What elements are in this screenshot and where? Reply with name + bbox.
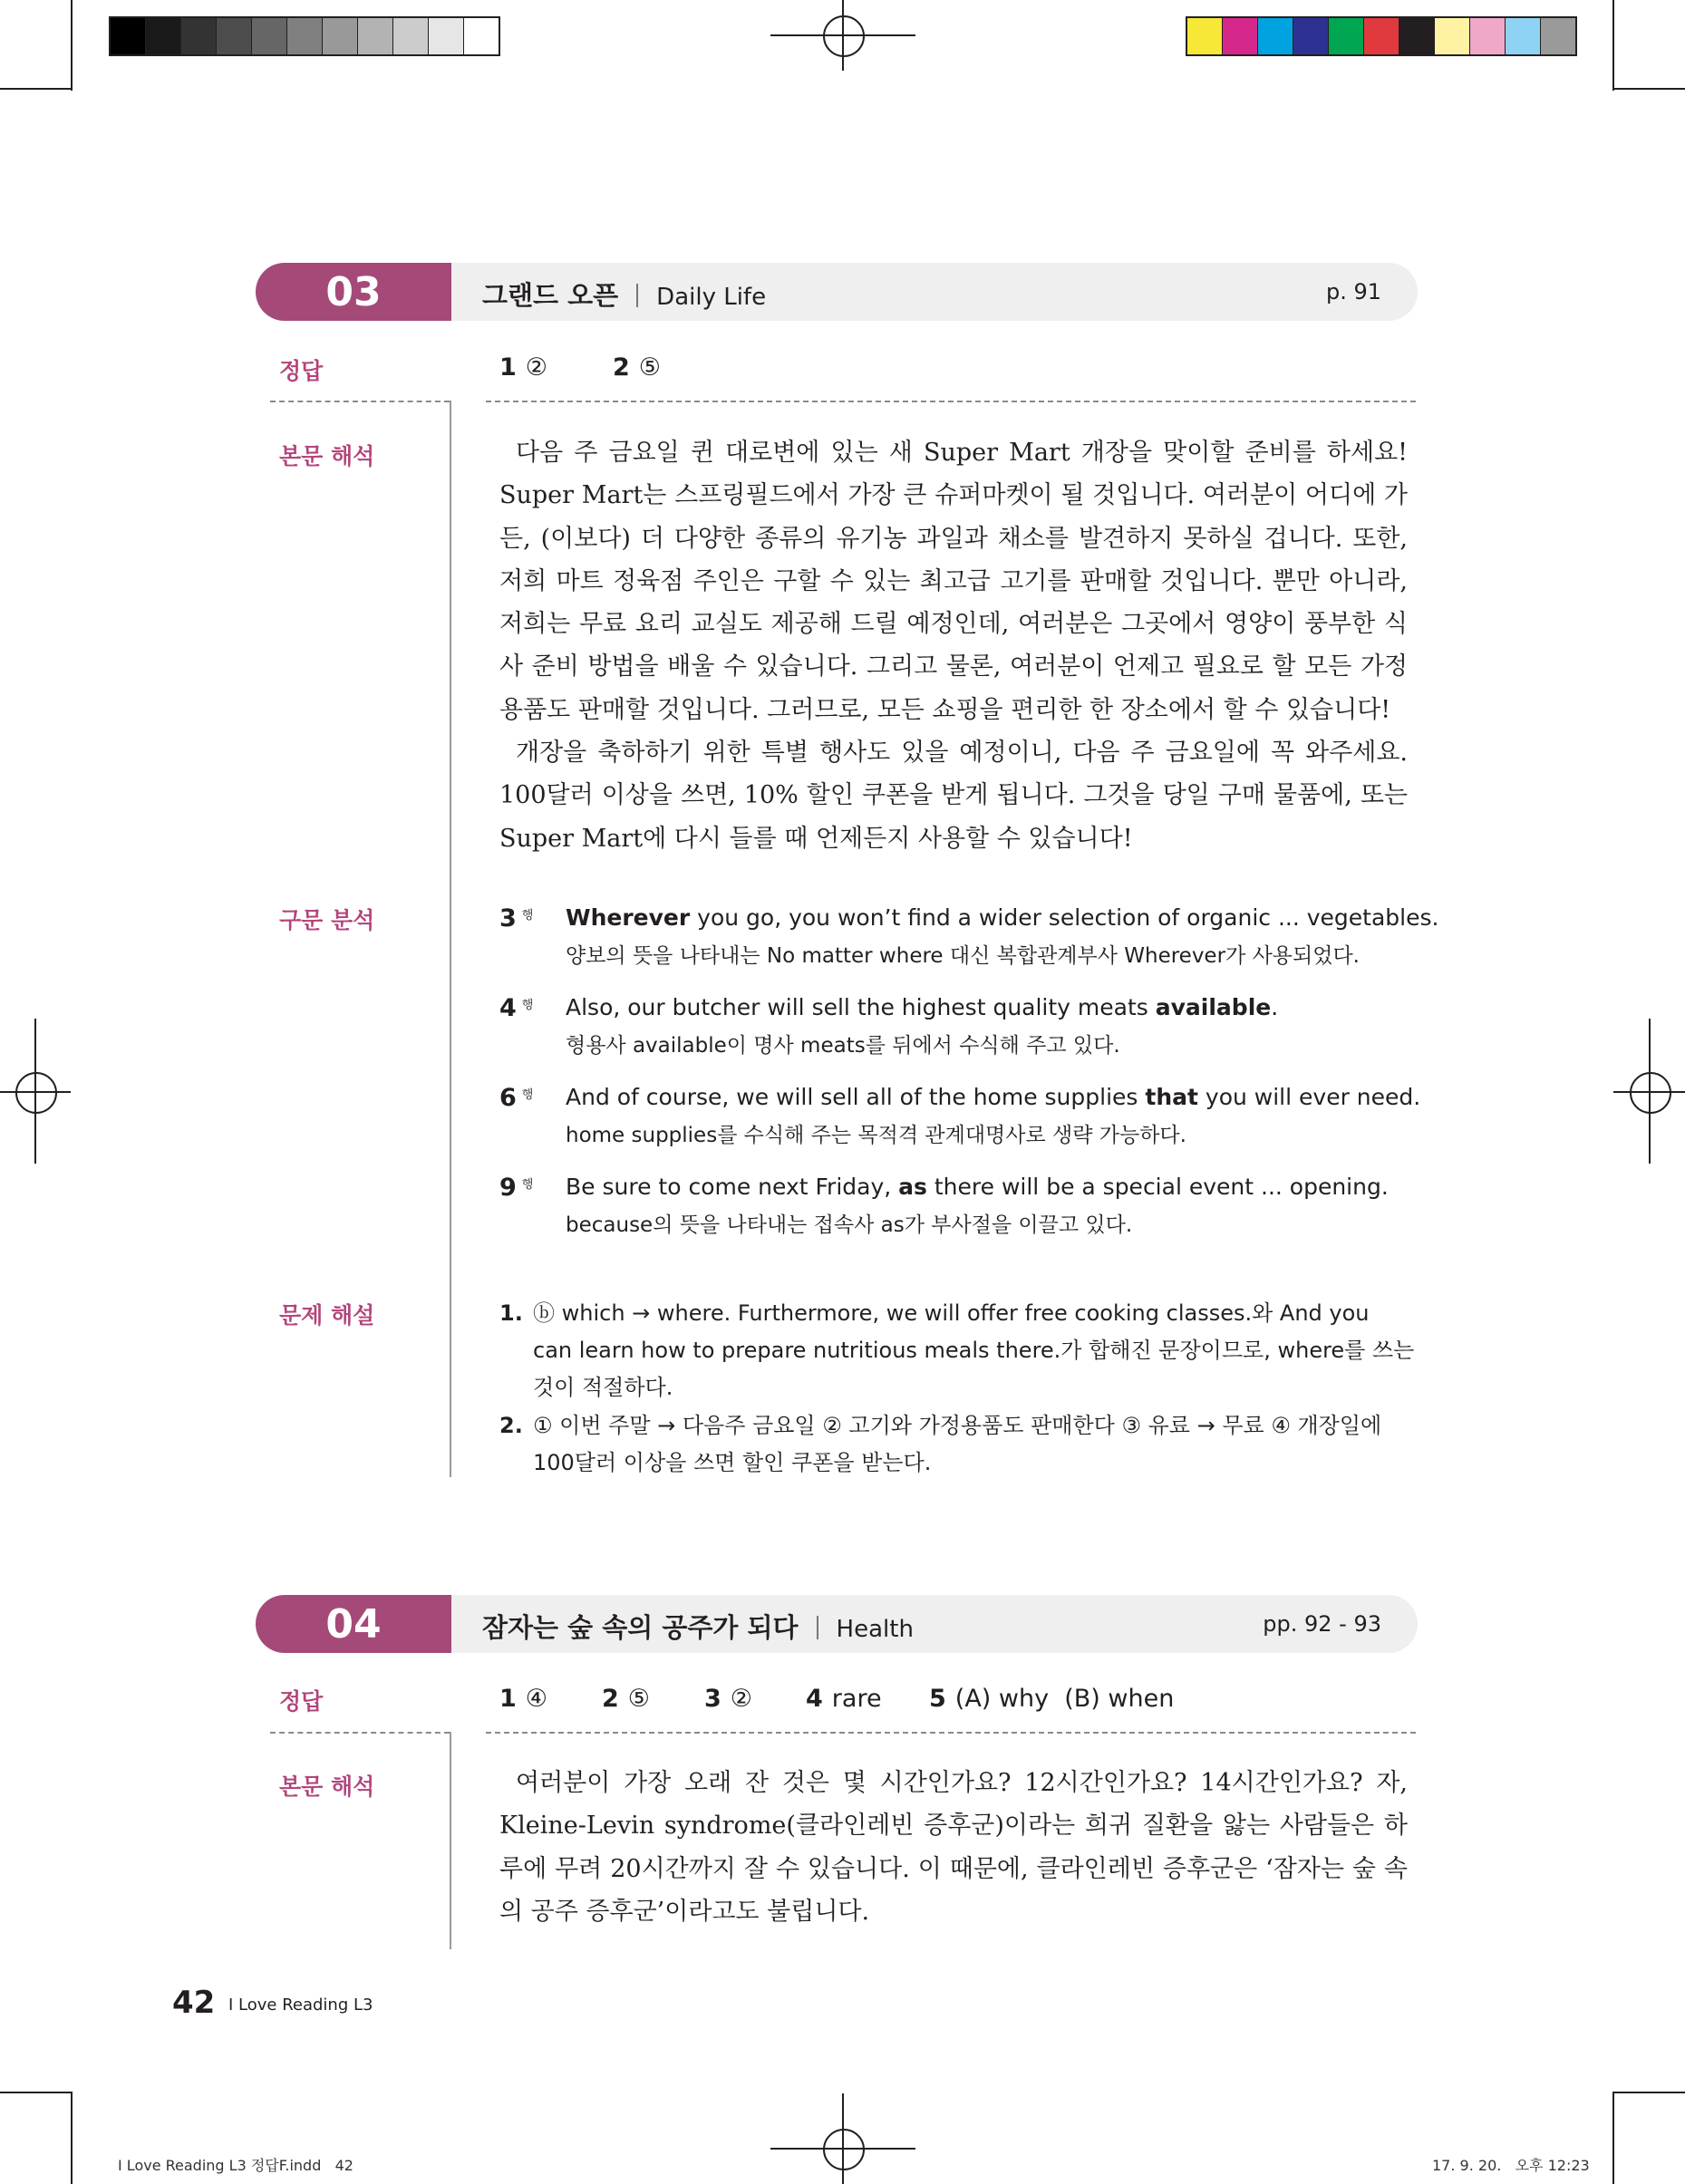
section-category: Health (836, 1616, 914, 1643)
grammar-sentence: Be sure to come next Friday, as there will be a special event ... opening. (566, 1174, 1389, 1200)
color-swatch (323, 18, 358, 54)
line-number: 4 $^행$ (499, 994, 534, 1022)
divider (486, 1732, 1416, 1734)
label-answer: 정답 (279, 358, 324, 384)
process-color-bar (1186, 16, 1577, 56)
solution-text: ① 이번 주말 → 다음주 금요일 ② 고기와 가정용품도 판매한다 ③ 유료 → 무료 ④ 개장일에 100달러 이상을 쓰면 할인 쿠폰을 받는다. (533, 1413, 1382, 1475)
paragraph: 다음 주 금요일 퀸 대로변에 있는 새 Super Mart 개장을 맞이할 준비를 하세요! Super Mart는 스프링필드에서 가장 큰 슈퍼마켓이 될 것입니다. 여러분이 어디에 가든, (이보다) 더 다양한 종류의 유기농 과일과 채소를 발견하지 못하실 겁니다. 또한, 저희 마트 정육점 주인은 구할 수 있는 최고급 고기를 판매할 것입니다. 뿐만 아니라, 저희는 무료 요리 교실도 제공해 드릴 예정인데, 여러분은 그곳에서 영양이 풍부한 식사 준비 방법을 배울 수 있습니다. 그리고 물론, 여러분이 언제고 필요로 할 모든 가정용품도 판매할 것입니다. 그러므로, 모든 쇼핑을 편리한 한 장소에서 할 수 있습니다! (499, 439, 1408, 724)
color-swatch (287, 18, 323, 54)
color-swatch (217, 18, 252, 54)
label-translation: 본문 해석 (279, 443, 375, 469)
solution-item (499, 1407, 1415, 1482)
grammar-sentence: Also, our butcher will sell the highest quality meats available. (566, 994, 1279, 1020)
paragraph: 개장을 축하하기 위한 특별 행사도 있을 예정이니, 다음 주 금요일에 꼭 와주세요. 100달러 이상을 쓰면, 10% 할인 쿠폰을 받게 됩니다. 그것을 당일 구매 물품에, 또는 Super Mart에 다시 들를 때 언제든지 사용할 수 있습니다! (499, 739, 1408, 853)
color-swatch (1187, 18, 1223, 54)
color-swatch (252, 18, 287, 54)
color-swatch (1223, 18, 1258, 54)
label-solution: 문제 해설 (279, 1302, 375, 1329)
grammar-explanation: because의 뜻을 나타내는 접속사 as가 부사절을 이끌고 있다. (566, 1213, 1133, 1237)
solution-number: 1. (499, 1300, 523, 1326)
grayscale-color-bar (109, 16, 500, 56)
label-answer: 정답 (279, 1688, 324, 1715)
color-swatch (1399, 18, 1435, 54)
grammar-explanation: 양보의 뜻을 나타내는 No matter where 대신 복합관계부사 Wherever가 사용되었다. (566, 944, 1360, 968)
color-swatch (111, 18, 146, 54)
color-swatch (358, 18, 393, 54)
grammar-explanation: home supplies를 수식해 주는 목적격 관계대명사로 생략 가능하다. (566, 1124, 1186, 1147)
answer-item: 3 ② (704, 1685, 753, 1713)
section-03-header (256, 263, 1418, 321)
section-number: 04 (256, 1595, 451, 1653)
answer-item: 4 rare (806, 1685, 882, 1713)
color-swatch (1541, 18, 1575, 54)
file-slug: I Love Reading L3 정답F.indd 42 (118, 2157, 353, 2174)
answer-item: 2 ⑤ (602, 1685, 651, 1713)
answer-item: 5 (A) why (B) when (929, 1685, 1175, 1713)
color-swatch (1470, 18, 1506, 54)
title-divider (636, 284, 638, 307)
date-slug: 17. 9. 20. 오후 12:23 (1432, 2157, 1590, 2174)
column-rule (450, 401, 451, 1477)
grammar-explanation: 형용사 available이 명사 meats를 뒤에서 수식해 주고 있다. (566, 1034, 1120, 1058)
answer-item: 1 ④ (499, 1685, 548, 1713)
section-title: 잠자는 숲 속의 공주가 되다 Health (482, 1612, 914, 1643)
color-swatch (429, 18, 464, 54)
grammar-sentence: And of course, we will sell all of the home supplies that you will ever need. (566, 1084, 1421, 1110)
section-title: 그랜드 오픈 Daily Life (482, 280, 767, 311)
answer-item: 2 ⑤ (613, 353, 662, 382)
answer-item: 1 ② (499, 353, 548, 382)
line-number: 3 $^행$ (499, 904, 534, 933)
color-swatch (1258, 18, 1293, 54)
page-number: 42 (172, 1985, 216, 2021)
color-swatch (464, 18, 499, 54)
label-grammar: 구문 분석 (279, 907, 375, 933)
divider (270, 1732, 450, 1734)
paragraph: 여러분이 가장 오래 잔 것은 몇 시간인가요? 12시간인가요? 14시간인가요? 자, Kleine-Levin syndrome(클라인레빈 증후군)이라는 희귀 질환을 앓는 사람들은 하루에 무려 20시간까지 잘 수 있습니다. 이 때문에, 클라인레빈 증후군은 ‘잠자는 숲 속의 공주 증후군’이라고도 불립니다. (499, 1769, 1408, 1926)
color-swatch (1506, 18, 1541, 54)
color-swatch (181, 18, 217, 54)
divider (486, 401, 1416, 402)
column-rule (450, 1732, 451, 1949)
solution-item (499, 1295, 1415, 1406)
color-swatch (146, 18, 181, 54)
section-title-bar (451, 1595, 1418, 1653)
color-swatch (393, 18, 429, 54)
grammar-sentence: Wherever you go, you won’t find a wider selection of organic ... vegetables. (566, 904, 1439, 931)
translation-text (499, 431, 1408, 860)
color-swatch (1364, 18, 1399, 54)
solution-text: ⓑ which → where. Furthermore, we will offer free cooking classes.와 And you can learn how to prepare nutritious meals there.가 합해진 문장이므로, where를 쓰는 것이 적절하다. (533, 1300, 1415, 1400)
color-swatch (1435, 18, 1470, 54)
section-title-bar (451, 263, 1418, 321)
divider (270, 401, 450, 402)
color-swatch (1293, 18, 1329, 54)
section-page-ref: p. 91 (1325, 279, 1381, 304)
section-number: 03 (256, 263, 451, 321)
label-translation: 본문 해석 (279, 1773, 375, 1800)
line-number: 9 $^행$ (499, 1174, 534, 1202)
section-page-ref: pp. 92 - 93 (1263, 1611, 1381, 1637)
line-number: 6 $^행$ (499, 1084, 534, 1112)
section-category: Daily Life (656, 284, 767, 311)
section-04-header (256, 1595, 1418, 1653)
book-title: I Love Reading L3 (228, 1996, 373, 2015)
color-swatch (1329, 18, 1364, 54)
translation-text (499, 1762, 1408, 1933)
solution-number: 2. (499, 1413, 523, 1438)
title-divider (817, 1616, 818, 1639)
